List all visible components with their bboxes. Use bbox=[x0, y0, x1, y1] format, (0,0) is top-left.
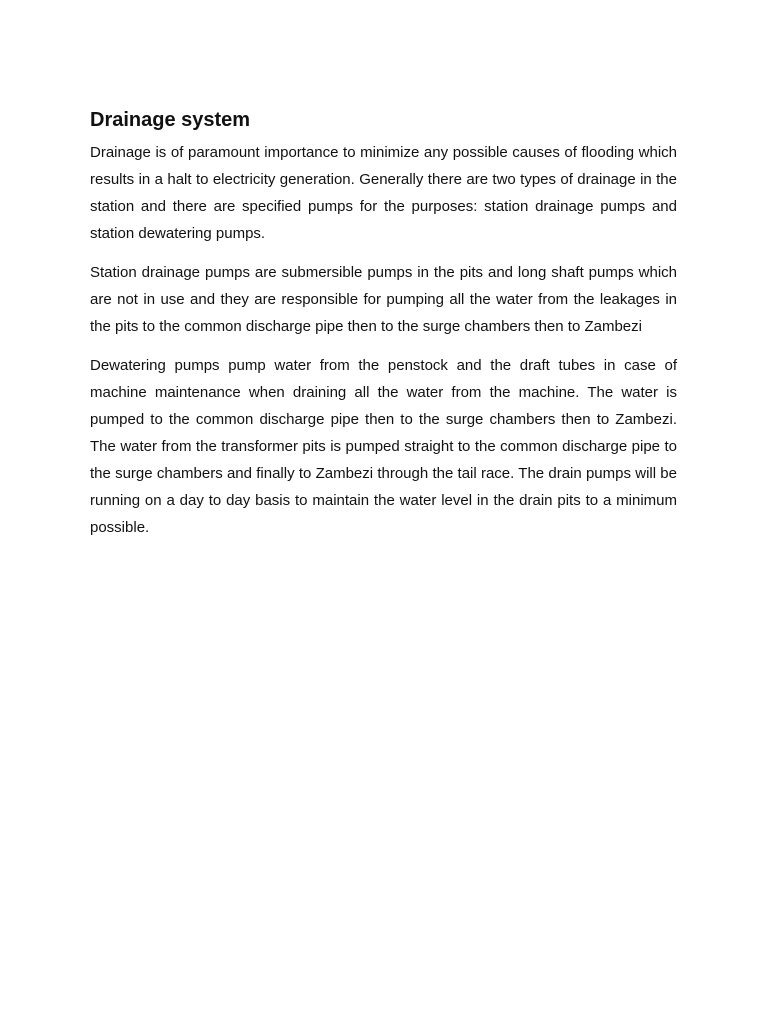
paragraph-drainage-intro: Drainage is of paramount importance to minimize any possible causes of flooding which results in a halt to electricity generation. Generally there are two types of drainage in the station and there are specified pumps for the purposes: station drainage pumps and station dewatering pumps. bbox=[90, 144, 677, 242]
paragraph-dewatering-pumps: Dewatering pumps pump water from the penstock and the draft tubes in case of machine maintenance when draining all the water from the machine. The water is pumped to the common discharge pipe then to the surge chambers then to Zambezi. The water from the transformer pits is pumped straight to the common discharge pipe to the surge chambers and finally to Zambezi through the tail race. The drain pumps will be running on a day to day basis to maintain the water level in the drain pits to a minimum possible. bbox=[90, 357, 677, 536]
paragraph-station-drainage-pumps: Station drainage pumps are submersible pumps in the pits and long shaft pumps which are not in use and they are responsible for pumping all the water from the leakages in the pits to the common discharge pipe then to the surge chambers then to Zambezi bbox=[90, 264, 677, 335]
section-heading: Drainage system bbox=[90, 109, 251, 131]
